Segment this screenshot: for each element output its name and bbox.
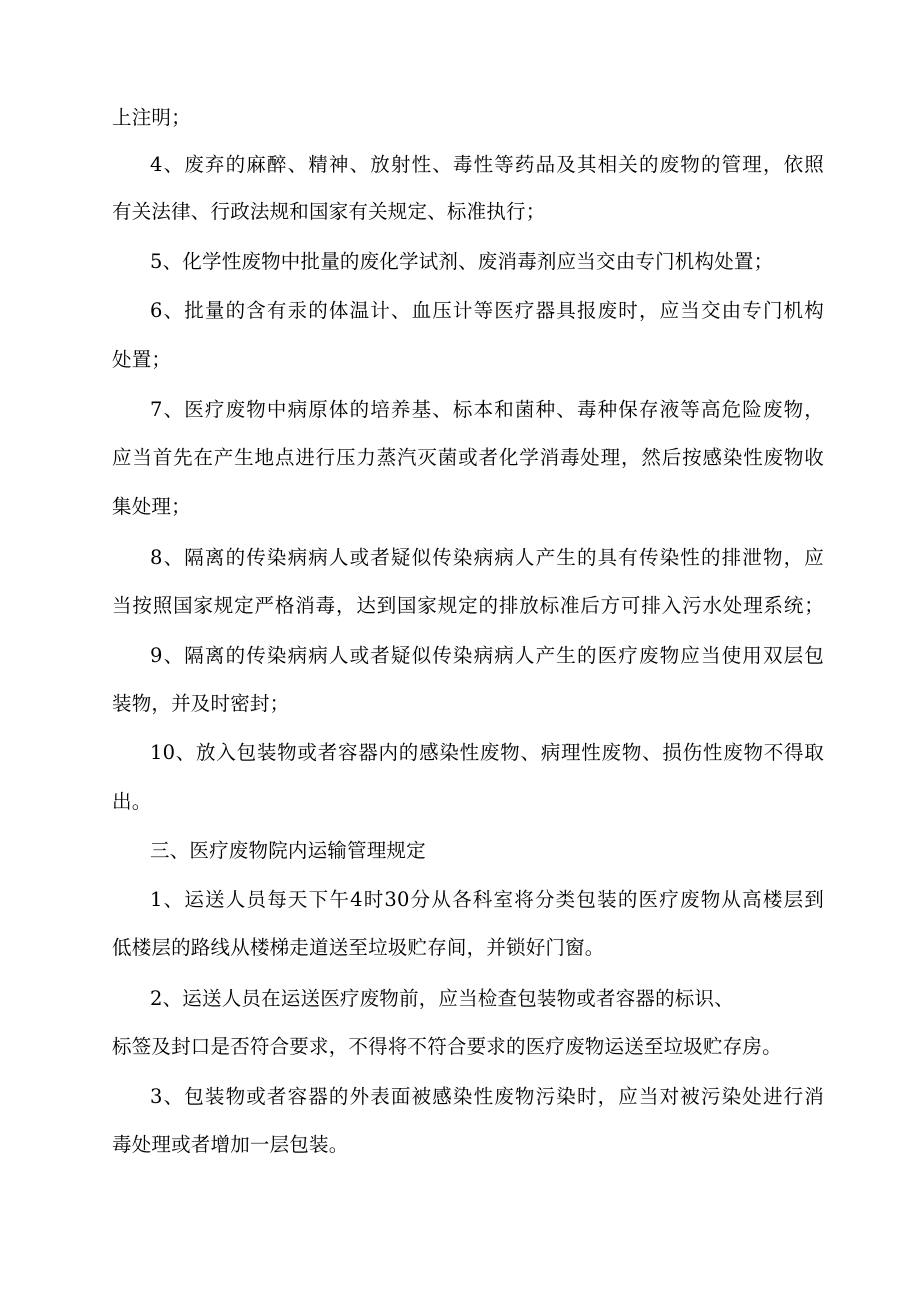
section-heading: 三、医疗废物院内运输管理规定 [150, 839, 426, 862]
text-line: 应当首先在产生地点进行压力蒸汽灭菌或者化学消毒处理，然后按感染性废物收 [112, 446, 824, 469]
text-line: 5、化学性废物中批量的废化学试剂、废消毒剂应当交由专门机构处置； [150, 250, 774, 273]
text-line: 1、运送人员每天下午4时30分从各科室将分类包装的医疗废物从高楼层到 [150, 888, 824, 911]
text-line: 4、废弃的麻醉、精神、放射性、毒性等药品及其相关的废物的管理，依照 [150, 153, 824, 176]
text-line: 6、批量的含有汞的体温计、血压计等医疗器具报废时，应当交由专门机构 [150, 299, 824, 322]
text-line: 8、隔离的传染病病人或者疑似传染病病人产生的具有传染性的排泄物，应 [150, 546, 824, 569]
text-line: 2、运送人员在运送医疗废物前，应当检查包装物或者容器的标识、 [150, 987, 734, 1010]
text-line: 当按照国家规定严格消毒，达到国家规定的排放标准后方可排入污水处理系统； [112, 594, 824, 617]
text-line: 9、隔离的传染病病人或者疑似传染病病人产生的医疗废物应当使用双层包 [150, 644, 824, 667]
text-line: 处置； [112, 348, 172, 371]
text-line: 毒处理或者增加一层包装。 [112, 1133, 349, 1156]
text-line: 标签及封口是否符合要求，不得将不符合要求的医疗废物运送至垃圾贮存房。 [112, 1035, 782, 1058]
text-line: 集处理； [112, 495, 191, 518]
text-line: 3、包装物或者容器的外表面被感染性废物污染时，应当对被污染处进行消 [150, 1085, 824, 1108]
text-line: 10、放入包装物或者容器内的感染性废物、病理性废物、损伤性废物不得取 [150, 741, 824, 764]
text-line: 出。 [112, 790, 152, 813]
text-line: 低楼层的路线从楼梯走道送至垃圾贮存间，并锁好门窗。 [112, 936, 605, 959]
text-line: 装物，并及时密封； [112, 692, 290, 715]
text-line: 有关法律、行政法规和国家有关规定、标准执行； [112, 200, 546, 223]
text-line: 7、医疗废物中病原体的培养基、标本和菌种、毒种保存液等高危险废物， [150, 398, 824, 421]
text-line: 上注明； [112, 106, 191, 129]
